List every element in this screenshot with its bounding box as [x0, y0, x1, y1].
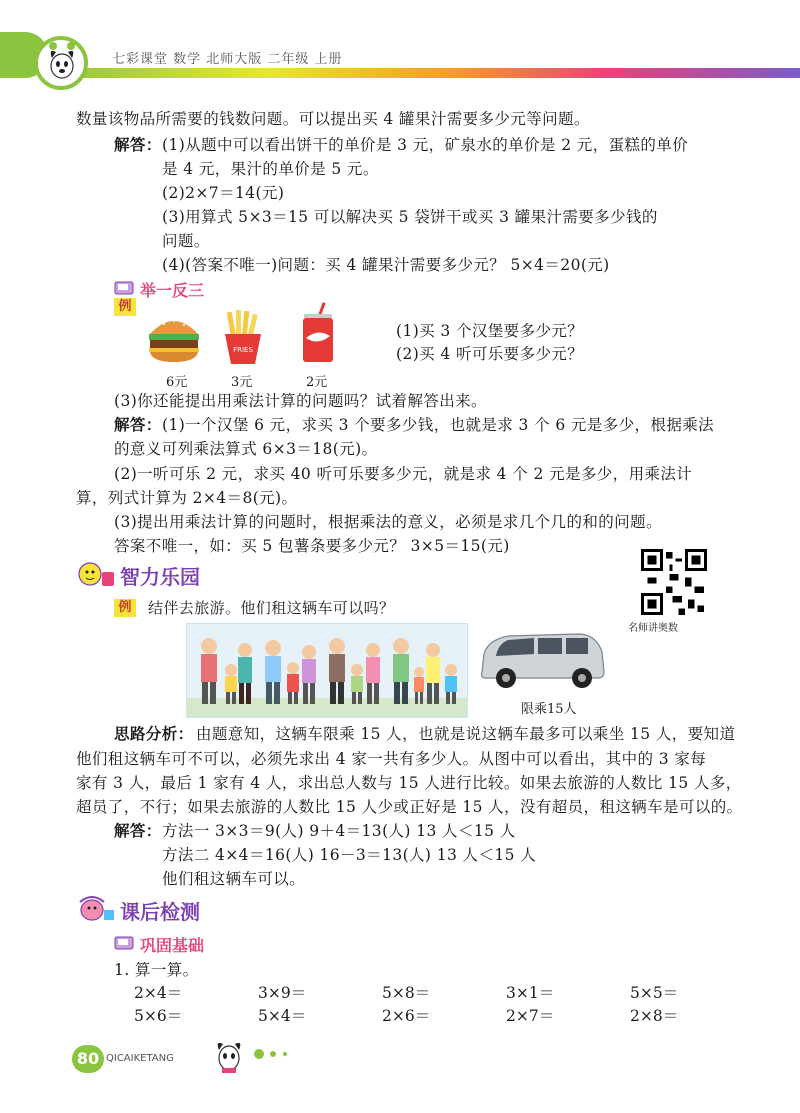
calc-item: 3×9＝: [258, 984, 307, 1002]
calc-item: 5×6＝: [134, 1007, 183, 1025]
header-rainbow-bar: [40, 68, 800, 78]
text-line: (1)一个汉堡 6 元，求买 3 个要多少钱，也就是求 3 个 6 元是多少，根据乘法: [162, 416, 715, 434]
text-line: (2)一听可乐 2 元，求买 40 听可乐要多少元，就是求 4 个 2 元是多少，用乘法计: [114, 465, 693, 483]
text-line: 是 4 元，果汁的单价是 5 元。: [162, 160, 379, 178]
hamburger-image: [144, 312, 204, 366]
footer-mascot-icon: [212, 1034, 246, 1076]
conclusion: 他们租这辆车可以。: [162, 870, 306, 888]
answer-label: 解答：: [114, 135, 162, 154]
price-cola: 2元: [306, 375, 328, 390]
text-line: (1)从题中可以看出饼干的单价是 3 元，矿泉水的单价是 2 元，蛋糕的单价: [162, 136, 689, 154]
qr-caption: 名师讲奥数: [628, 623, 678, 634]
sub-title-gonggu: 巩固基础: [140, 936, 205, 955]
text-line: (2)2×7＝14(元): [162, 184, 285, 202]
section-title-juyi: 举一反三: [140, 281, 205, 300]
car-caption: 限乘15人: [521, 702, 577, 717]
text-line: 家有 3 人，最后 1 家有 4 人，求出总人数与 15 人进行比较。如果去旅游的人数比 15 人多，: [76, 774, 742, 792]
text-line: (3)用算式 5×3＝15 可以解决买 5 袋饼干或买 3 罐果汁需要多少钱的: [162, 208, 658, 226]
answer-label: 解答：: [114, 821, 162, 840]
price-fries: 3元: [231, 375, 253, 390]
calc-item: 5×8＝: [382, 984, 431, 1002]
price-hamburger: 6元: [166, 375, 188, 390]
family-illustration: [186, 623, 468, 718]
question-3: (3)你还能提出用乘法计算的问题吗？试着解答出来。: [114, 392, 487, 410]
calc-item: 2×7＝: [506, 1007, 555, 1025]
calc-item: 5×5＝: [630, 984, 679, 1002]
question-calc: 1. 算一算。: [114, 961, 199, 979]
text-line: 数量该物品所需要的钱数问题。可以提出买 4 罐果汁需要多少元等问题。: [76, 110, 590, 128]
calc-item: 5×4＝: [258, 1007, 307, 1025]
method-2: 方法二 4×4＝16(人) 16－3＝13(人) 13 人＜15 人: [162, 846, 537, 864]
question-1: (1)买 3 个汉堡要多少元？: [396, 322, 584, 340]
analysis-label: 思路分析：: [114, 724, 194, 743]
calc-item: 3×1＝: [506, 984, 555, 1002]
cola-image: [298, 302, 338, 364]
text-line: 超员了，不行；如果去旅游的人数比 15 人少或正好是 15 人，没有超员，租这辆车是可以的。: [76, 798, 743, 816]
check-mascot-icon: [76, 892, 116, 924]
header-title: 七彩课堂 数学 北师大版 二年级 上册: [112, 52, 343, 67]
text-line: (3)提出用乘法计算的问题时，根据乘法的意义，必须是求几个几的和的问题。: [114, 513, 662, 531]
method-1: 方法一 3×3＝9(人) 9＋4＝13(人) 13 人＜15 人: [162, 822, 516, 840]
travel-question: 结伴去旅游。他们租这辆车可以吗？: [148, 599, 395, 617]
fries-image: [219, 308, 267, 366]
text-line: 问题。: [162, 232, 210, 250]
svg-text:FRIES: FRIES: [233, 346, 253, 354]
text-line: 他们租这辆车可不可以，必须先求出 4 家一共有多少人。从图中可以看出，其中的 3 家每: [76, 750, 707, 768]
example-tag: 例: [114, 298, 136, 316]
book-icon: [114, 280, 136, 296]
question-2: (2)买 4 听可乐要多少元？: [396, 345, 584, 363]
section-title-zhili: 智力乐园: [120, 565, 200, 589]
example-tag: 例: [114, 599, 136, 617]
page-number: 80: [72, 1045, 104, 1073]
text-line: (4)(答案不唯一)问题：买 4 罐果汁需要多少元？ 5×4＝20(元): [162, 256, 610, 274]
calc-item: 2×8＝: [630, 1007, 679, 1025]
calc-item: 2×6＝: [382, 1007, 431, 1025]
puzzle-mascot-icon: [76, 558, 116, 590]
text-line: 算，列式计算为 2×4＝8(元)。: [76, 489, 298, 507]
qr-code-icon[interactable]: [641, 549, 707, 615]
text-line: 答案不唯一，如：买 5 包薯条要多少元？ 3×5＝15(元): [114, 537, 510, 555]
van-image: [474, 628, 610, 694]
answer-label: 解答：: [114, 415, 162, 434]
text-line: 的意义可列乘法算式 6×3＝18(元)。: [114, 440, 378, 458]
calc-item: 2×4＝: [134, 984, 183, 1002]
section-title-kehou: 课后检测: [120, 900, 200, 924]
mascot-icon: [44, 40, 80, 82]
book-icon: [114, 935, 136, 951]
footer-brand: QICAIKETANG: [106, 1053, 174, 1064]
text-line: 由题意知，这辆车限乘 15 人，也就是说这辆车最多可以乘坐 15 人，要知道: [196, 725, 736, 743]
